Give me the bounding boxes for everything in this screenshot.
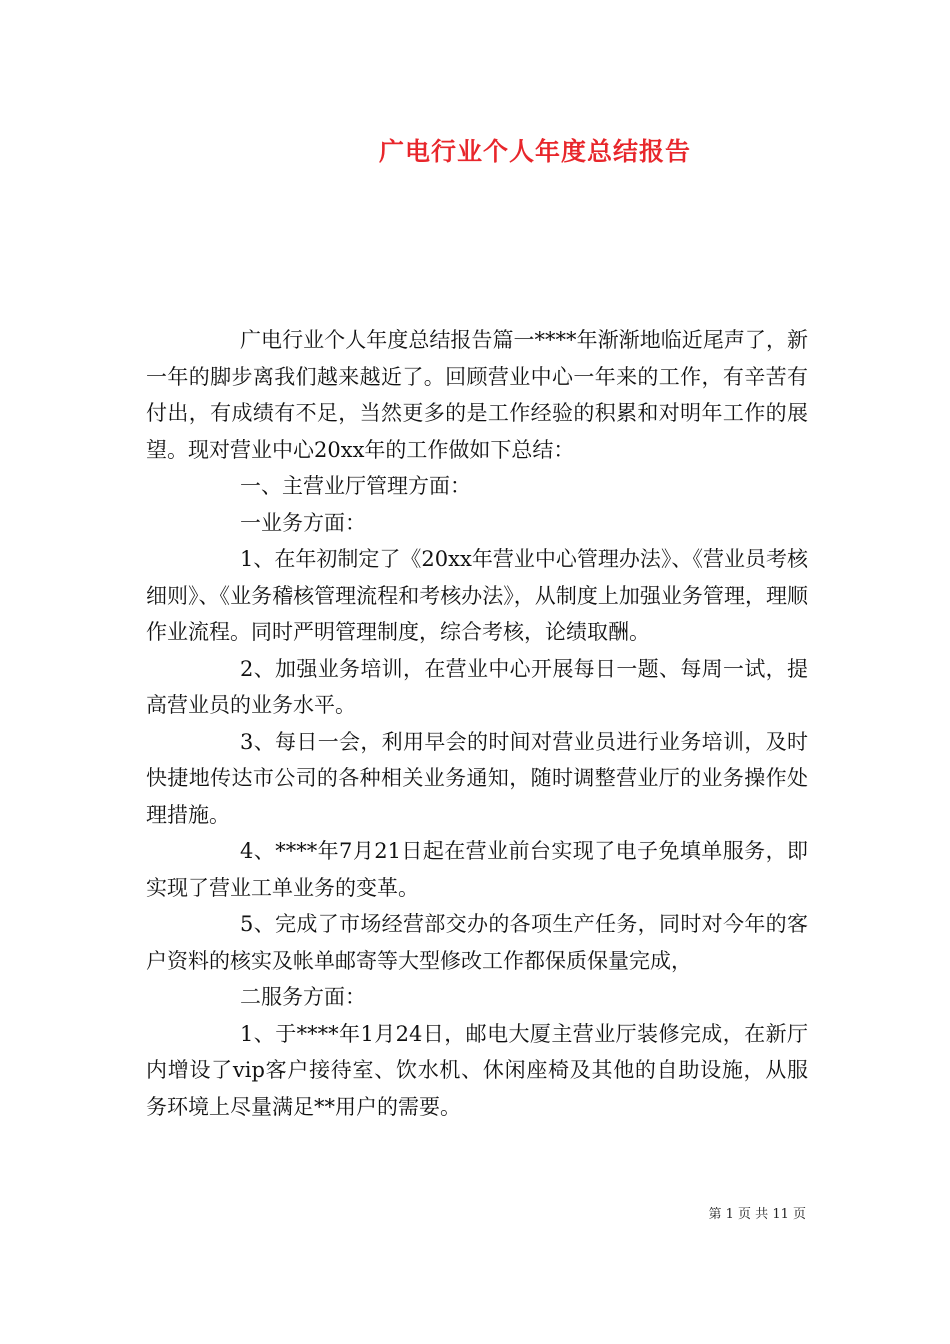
paragraph-intro: 广电行业个人年度总结报告篇一****年渐渐地临近尾声了，新一年的脚步离我们越来越近了。回顾营业中心一年来的工作，有辛苦有付出，有成绩有不足，当然更多的是工作经验的积累和对明年工作的展望。现对营业中心20xx年的工作做如下总结： xyxy=(146,328,808,462)
subsection-heading-service: 二服务方面： xyxy=(240,985,366,1009)
subsection-heading-business: 一业务方面： xyxy=(240,510,366,535)
paragraph-item-2: 2、加强业务培训，在营业中心开展每日一题、每周一试，提高营业员的业务水平。 xyxy=(146,656,808,717)
paragraph-service-item-1: 1、于****年1月24日，邮电大厦主营业厅装修完成，在新厅内增设了vip客户接待室、饮水机、休闲座椅及其他的自助设施，从服务环境上尽量满足**用户的需要。 xyxy=(146,1021,808,1119)
section-heading-hall-management: 一、主营业厅管理方面： xyxy=(240,474,471,498)
document-title xyxy=(0,132,950,168)
paragraph-item-5: 5、完成了市场经营部交办的各项生产任务，同时对今年的客户资料的核实及帐单邮寄等大型修改工作都保质保量完成， xyxy=(146,912,808,973)
document-body xyxy=(146,322,808,1125)
paragraph-item-1: 1、在年初制定了《20xx年营业中心管理办法》、《营业员考核细则》、《业务稽核管理流程和考核办法》，从制度上加强业务管理，理顺作业流程。同时严明管理制度，综合考核，论绩取酬。 xyxy=(146,547,808,644)
paragraph-item-4: 4、****年7月21日起在营业前台实现了电子免填单服务，即实现了营业工单业务的变革。 xyxy=(146,839,808,900)
document-title-text: 广电行业个人年度总结报告 xyxy=(378,137,691,166)
page-number-footer: 第 1 页 共 11 页 xyxy=(708,1207,806,1222)
paragraph-item-3: 3、每日一会，利用早会的时间对营业员进行业务培训，及时快捷地传达市公司的各种相关业务通知，随时调整营业厅的业务操作处理措施。 xyxy=(146,729,808,827)
